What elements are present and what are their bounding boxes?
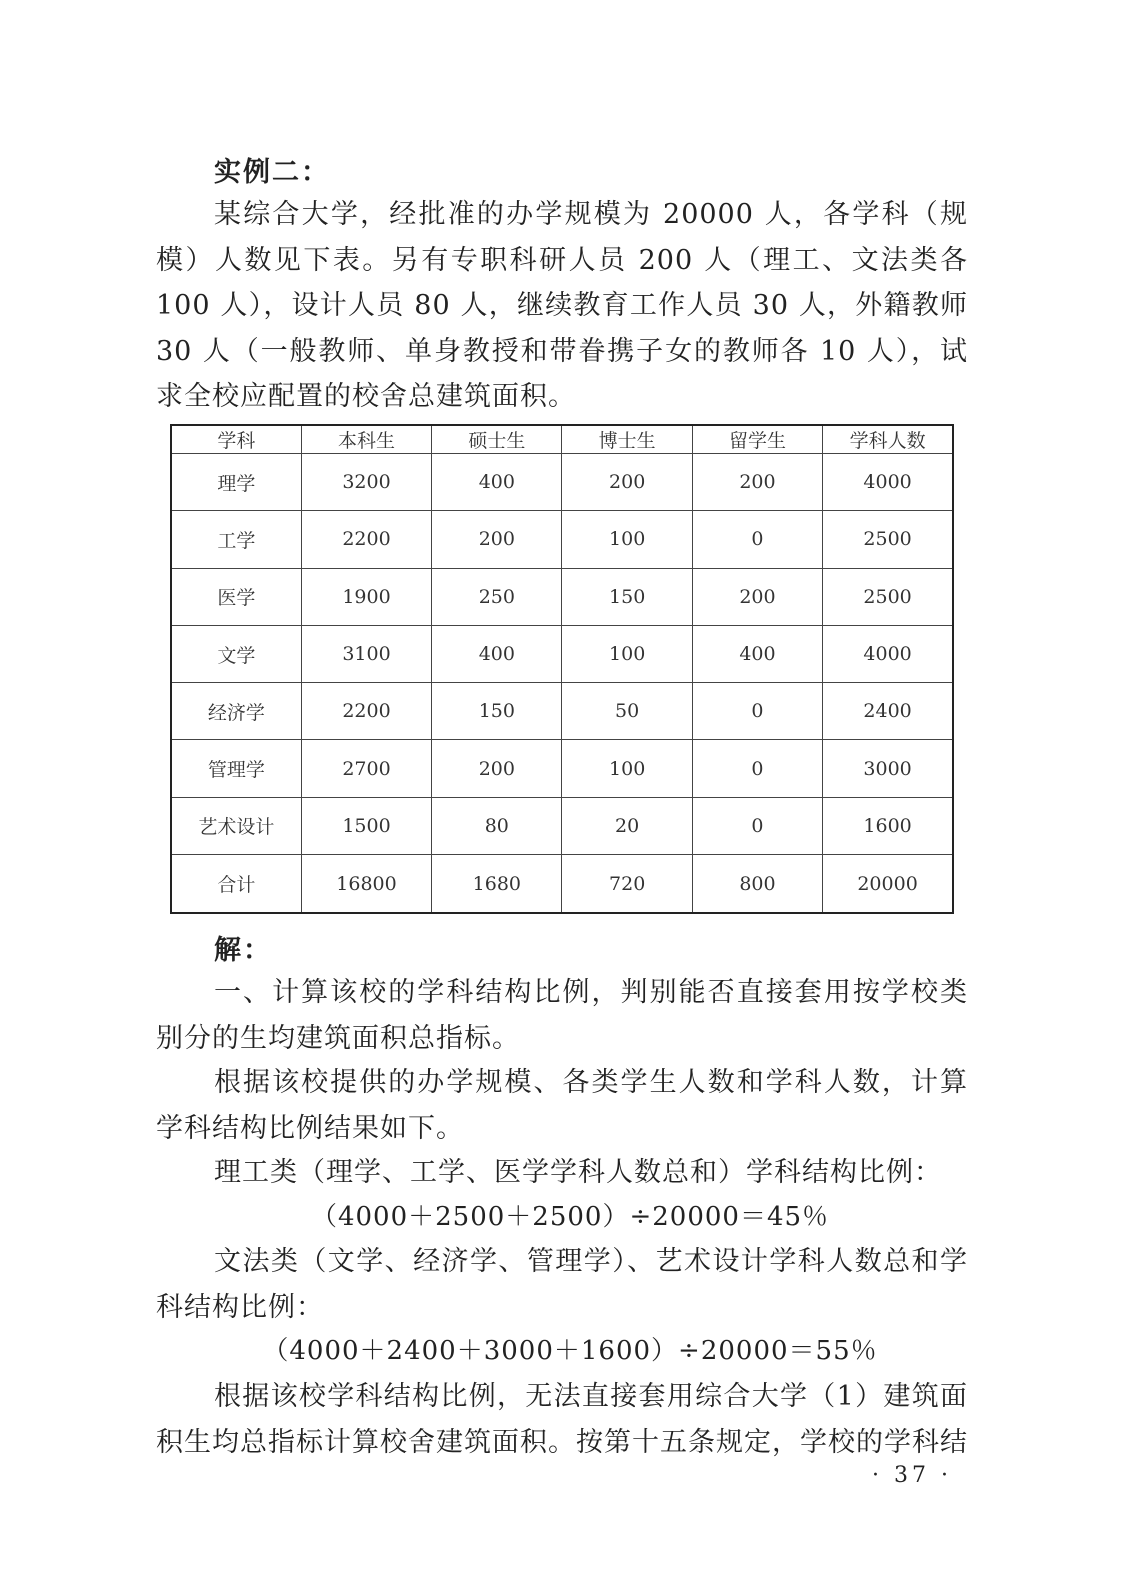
count-cell: 400 [432, 454, 562, 511]
conclusion-paragraph: 根据该校学科结构比例，无法直接套用综合大学（1）建筑面积生均总指标计算校舍建筑面积。按第十五条规定，学校的学科结 [156, 1381, 968, 1458]
count-cell: 100 [562, 511, 692, 568]
count-cell: 1900 [301, 568, 431, 625]
arts-ratio-paragraph: 文法类（文学、经济学、管理学）、艺术设计学科人数总和学科结构比例： [156, 1246, 968, 1323]
header-cell: 留学生 [692, 425, 822, 454]
count-cell: 1500 [301, 797, 431, 854]
table-row [171, 625, 953, 682]
basis-paragraph: 根据该校提供的办学规模、各类学生人数和学科人数，计算学科结构比例结果如下。 [156, 1067, 968, 1144]
count-cell: 0 [692, 740, 822, 797]
count-cell: 200 [692, 454, 822, 511]
count-cell: 20000 [823, 855, 953, 913]
count-cell: 400 [432, 625, 562, 682]
discipline-table [170, 424, 954, 914]
solution-label: 解： [214, 935, 272, 966]
count-cell: 0 [692, 511, 822, 568]
count-cell: 150 [562, 568, 692, 625]
discipline-name-cell: 工学 [171, 511, 301, 568]
discipline-name-cell: 文学 [171, 625, 301, 682]
count-cell: 2700 [301, 740, 431, 797]
count-cell: 100 [562, 740, 692, 797]
table-header-row [171, 425, 953, 454]
count-cell: 1600 [823, 797, 953, 854]
discipline-name-cell: 医学 [171, 568, 301, 625]
count-cell: 0 [692, 683, 822, 740]
count-cell: 16800 [301, 855, 431, 913]
header-cell: 博士生 [562, 425, 692, 454]
count-cell: 250 [432, 568, 562, 625]
count-cell: 1680 [432, 855, 562, 913]
table-row [171, 855, 953, 913]
count-cell: 3100 [301, 625, 431, 682]
count-cell: 720 [562, 855, 692, 913]
count-cell: 800 [692, 855, 822, 913]
page-number: · 37 · [872, 1463, 952, 1488]
count-cell: 2500 [823, 568, 953, 625]
header-cell: 硕士生 [432, 425, 562, 454]
count-cell: 2200 [301, 511, 431, 568]
count-cell: 3200 [301, 454, 431, 511]
table-row [171, 454, 953, 511]
step1-paragraph: 一、计算该校的学科结构比例，判别能否直接套用按学校类别分的生均建筑面积总指标。 [156, 977, 968, 1054]
example-heading: 实例二： [214, 157, 330, 188]
discipline-name-cell: 艺术设计 [171, 797, 301, 854]
discipline-name-cell: 合计 [171, 855, 301, 913]
count-cell: 80 [432, 797, 562, 854]
science-ratio-paragraph: 理工类（理学、工学、医学学科人数总和）学科结构比例： [214, 1157, 942, 1188]
table-row [171, 683, 953, 740]
header-cell: 学科人数 [823, 425, 953, 454]
count-cell: 400 [692, 625, 822, 682]
count-cell: 2200 [301, 683, 431, 740]
count-cell: 50 [562, 683, 692, 740]
count-cell: 2500 [823, 511, 953, 568]
discipline-name-cell: 理学 [171, 454, 301, 511]
count-cell: 4000 [823, 625, 953, 682]
table-row [171, 740, 953, 797]
discipline-name-cell: 管理学 [171, 740, 301, 797]
table-row [171, 568, 953, 625]
count-cell: 4000 [823, 454, 953, 511]
count-cell: 150 [432, 683, 562, 740]
count-cell: 200 [562, 454, 692, 511]
count-cell: 0 [692, 797, 822, 854]
count-cell: 200 [692, 568, 822, 625]
discipline-name-cell: 经济学 [171, 683, 301, 740]
arts-ratio-formula: （4000＋2400＋3000＋1600）÷20000＝55％ [262, 1336, 878, 1366]
intro-paragraph: 某综合大学，经批准的办学规模为 20000 人，各学科（规模）人数见下表。另有专职科研人员 200 人（理工、文法类各 100 人），设计人员 80 人，继续教育工作人员 30 人，外籍教师 30 人（一般教师、单身教授和带眷携子女的教师各 10 人），试求全校应配置的校舍总建筑面积。 [156, 199, 968, 412]
table-row [171, 511, 953, 568]
count-cell: 3000 [823, 740, 953, 797]
science-ratio-formula: （4000＋2500＋2500）÷20000＝45％ [310, 1202, 830, 1232]
table-row [171, 797, 953, 854]
count-cell: 20 [562, 797, 692, 854]
count-cell: 200 [432, 740, 562, 797]
header-cell: 学科 [171, 425, 301, 454]
count-cell: 200 [432, 511, 562, 568]
count-cell: 100 [562, 625, 692, 682]
header-cell: 本科生 [301, 425, 431, 454]
count-cell: 2400 [823, 683, 953, 740]
